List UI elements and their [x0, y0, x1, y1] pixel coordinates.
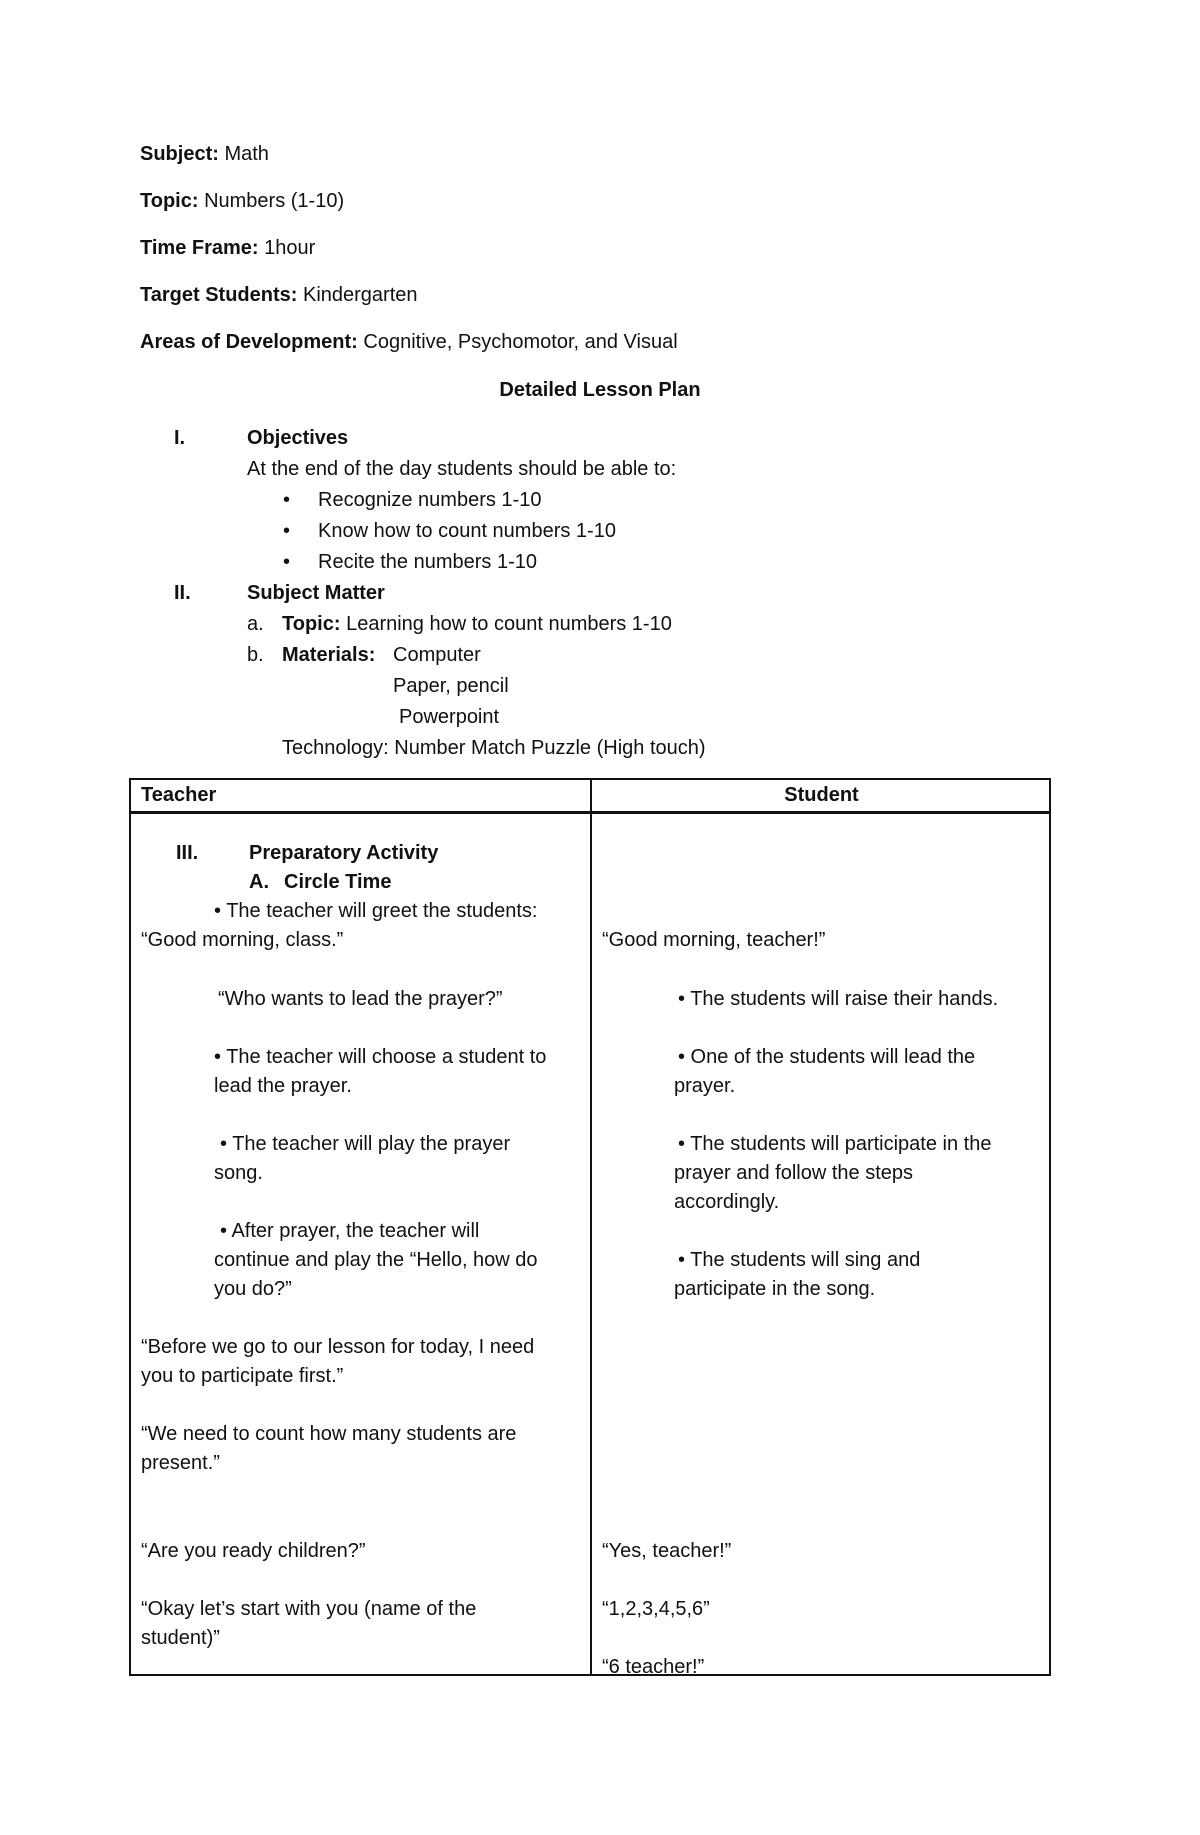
teacher-play-song: • The teacher will play the prayer	[220, 1133, 511, 1155]
student-yes: “Yes, teacher!”	[602, 1540, 732, 1562]
objective-item: Know how to count numbers 1-10	[318, 520, 616, 542]
student-sing-cont: participate in the song.	[674, 1278, 876, 1300]
material-item: Paper, pencil	[393, 675, 509, 697]
objective-item: Recite the numbers 1-10	[318, 551, 538, 573]
teacher-choose-student-cont: lead the prayer.	[214, 1075, 352, 1097]
objectives-heading: Objectives	[247, 427, 349, 449]
student-six: “6 teacher!”	[602, 1656, 705, 1678]
student-raise-hands: • The students will raise their hands.	[678, 988, 999, 1010]
teacher-after-prayer-cont: continue and play the “Hello, how do	[214, 1249, 538, 1271]
student-participate-cont: prayer and follow the steps	[674, 1162, 914, 1184]
circle-time-marker: A.	[249, 871, 269, 893]
topic-label: Topic:	[140, 190, 199, 212]
circle-time-heading: Circle Time	[284, 871, 392, 893]
topic-value: Numbers (1-10)	[204, 190, 345, 212]
areas-value: Cognitive, Psychomotor, and Visual	[363, 331, 678, 353]
teacher-prayer-question: “Who wants to lead the prayer?”	[218, 988, 503, 1010]
teacher-greet-quote: “Good morning, class.”	[141, 929, 344, 951]
teacher-start: “Okay let’s start with you (name of the	[141, 1598, 477, 1620]
preparatory-heading: Preparatory Activity	[249, 842, 439, 864]
teacher-play-song-cont: song.	[214, 1162, 263, 1184]
subject-matter-topic-marker: a.	[247, 613, 264, 635]
section-numeral-subject-matter: II.	[174, 582, 191, 604]
subject-line	[140, 143, 269, 166]
teacher-count-students-cont: present.”	[141, 1452, 220, 1474]
timeframe-line	[140, 237, 315, 260]
student-column-header: Student	[784, 784, 859, 806]
teacher-ready: “Are you ready children?”	[141, 1540, 366, 1562]
target-students-value: Kindergarten	[302, 284, 418, 306]
objectives-intro: At the end of the day students should be able to:	[247, 458, 677, 480]
subject-value: Math	[224, 143, 269, 165]
lesson-table	[129, 778, 1051, 1676]
teacher-before-lesson: “Before we go to our lesson for today, I need	[141, 1336, 535, 1358]
teacher-choose-student: • The teacher will choose a student to	[214, 1046, 547, 1068]
student-greet-reply: “Good morning, teacher!”	[602, 929, 826, 951]
objective-bullet-icon: •	[283, 489, 291, 511]
material-item: Powerpoint	[399, 706, 500, 728]
subject-matter-topic	[282, 613, 672, 636]
areas-line	[140, 331, 678, 354]
subject-matter-topic-value: Learning how to count numbers 1-10	[346, 613, 672, 635]
subject-label: Subject:	[140, 143, 219, 165]
teacher-before-lesson-cont: you to participate first.”	[141, 1365, 344, 1387]
column-divider	[590, 780, 592, 1674]
timeframe-label: Time Frame:	[140, 237, 259, 259]
materials-label: Materials:	[282, 644, 376, 666]
technology-line: Technology: Number Match Puzzle (High touch)	[282, 737, 706, 759]
objective-item: Recognize numbers 1-10	[318, 489, 542, 511]
teacher-greet: • The teacher will greet the students:	[214, 900, 538, 922]
objective-bullet-icon: •	[283, 551, 291, 573]
student-sing: • The students will sing and	[678, 1249, 921, 1271]
student-lead-prayer: • One of the students will lead the	[678, 1046, 976, 1068]
teacher-after-prayer: • After prayer, the teacher will	[220, 1220, 480, 1242]
subject-matter-topic-label: Topic:	[282, 613, 341, 635]
subject-matter-materials-marker: b.	[247, 644, 264, 666]
student-participate-cont: accordingly.	[674, 1191, 780, 1213]
areas-label: Areas of Development:	[140, 331, 358, 353]
objective-bullet-icon: •	[283, 520, 291, 542]
student-participate: • The students will participate in the	[678, 1133, 992, 1155]
teacher-start-cont: student)”	[141, 1627, 220, 1649]
student-count: “1,2,3,4,5,6”	[602, 1598, 710, 1620]
student-lead-prayer-cont: prayer.	[674, 1075, 736, 1097]
target-students-line	[140, 284, 418, 307]
section-numeral-objectives: I.	[174, 427, 186, 449]
target-students-label: Target Students:	[140, 284, 298, 306]
section-numeral-preparatory: III.	[176, 842, 199, 864]
material-item: Computer	[393, 644, 481, 666]
teacher-column-header: Teacher	[141, 784, 217, 806]
teacher-count-students: “We need to count how many students are	[141, 1423, 517, 1445]
topic-line	[140, 190, 344, 213]
page-title: Detailed Lesson Plan	[499, 379, 701, 401]
header-divider	[131, 811, 1049, 814]
subject-matter-heading: Subject Matter	[247, 582, 385, 604]
timeframe-value: 1hour	[264, 237, 316, 259]
teacher-after-prayer-cont: you do?”	[214, 1278, 292, 1300]
